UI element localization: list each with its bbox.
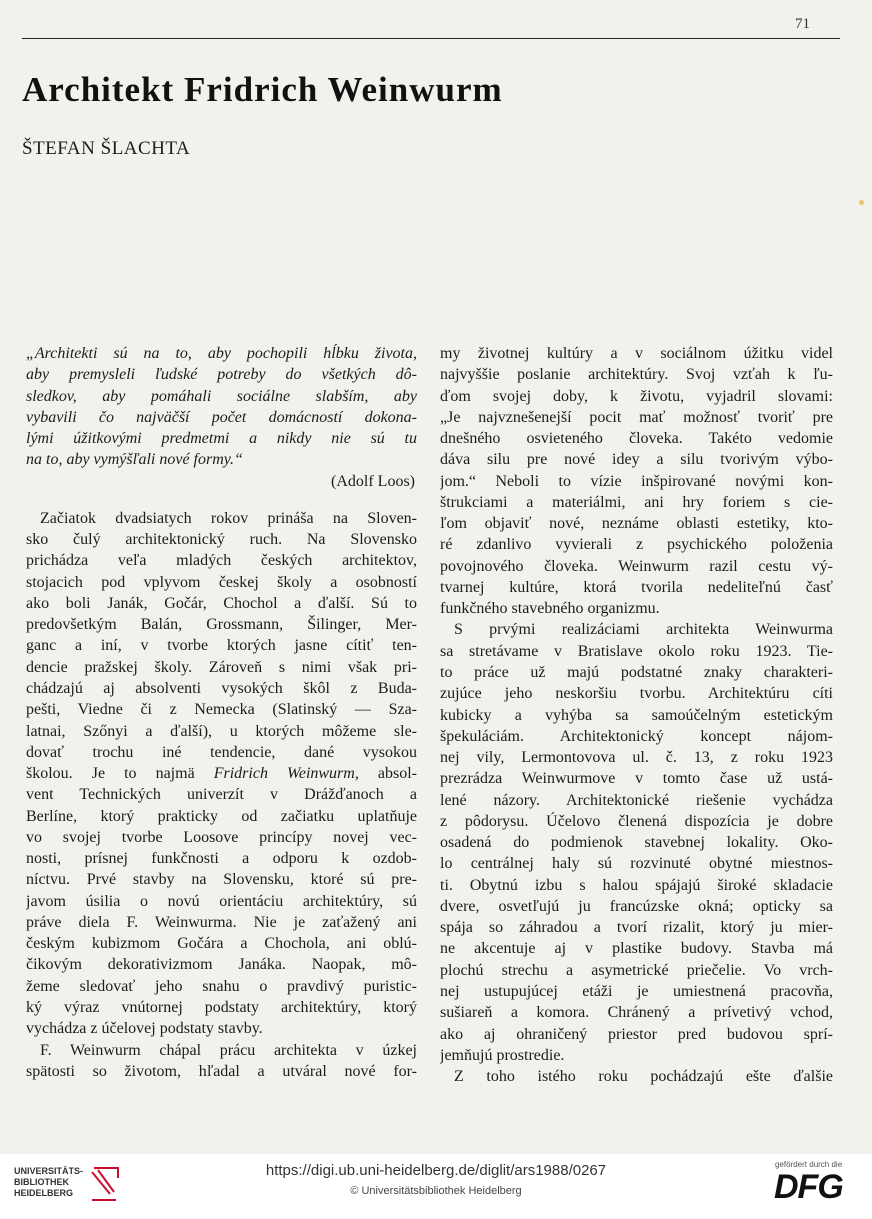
quote-line: sledkov, aby pomáhali sociálne slabším, aby [26, 387, 417, 405]
text-line: ďom svojej doby, k životu, vyjadril slovami: [440, 387, 833, 405]
text-line: ganc a iní, v tvorbe ktorých jasne cítiť ten- [26, 637, 417, 655]
quote-line: „Architekti sú na to, aby pochopili hĺbku života, [26, 345, 417, 362]
text-line [26, 763, 417, 784]
text-line: nej vily, Lermontovova ul. č. 13, z roku 1923 [440, 749, 833, 767]
text-line: práve diela F. Weinwurma. Nie je zaťažený ani [26, 913, 417, 931]
left-column [26, 343, 417, 1082]
text-line: ako boli Janák, Gočár, Chochol a ďalší. Sú to [26, 594, 417, 612]
text-line: vo svojej tvorbe Loosove princípy novej vec- [26, 828, 417, 846]
text-line: ľom objaviť nové, neznáme oblasti estetiky, kto- [440, 515, 833, 533]
library-name-line: UNIVERSITÄTS- [14, 1166, 84, 1176]
text-line: žeme sledovať jeho snahu o pravdivý puristic- [26, 977, 417, 995]
page-number: 71 [795, 16, 810, 32]
text-line: my životnej kultúry a v sociálnom úžitku videl [440, 345, 833, 362]
paragraph [440, 1066, 833, 1087]
quote-line: aby premysleli ľudské potreby do všetkých dô- [26, 366, 417, 384]
margin-dot [859, 200, 864, 205]
permalink-url[interactable]: https://digi.ub.uni-heidelberg.de/diglit/ars1988/0267 [265, 1162, 607, 1179]
paragraph [26, 508, 417, 1040]
copyright-notice: © Universitätsbibliothek Heidelberg [350, 1185, 522, 1197]
text-line: z pôdorysu. Účelovo členená dispozícia je dobre [440, 812, 833, 830]
text-line: plochú strechu a asymetrické priečelie. Vo vrch- [440, 961, 833, 979]
quote-line: lými úžitkovými predmetmi a nikdy nie sú tu [26, 430, 417, 448]
text-run: absol- [358, 765, 417, 783]
quote-line: vybavili čo najväčší počet domácností dokona- [26, 408, 417, 426]
footer-bar [0, 1154, 872, 1219]
text-line: kubicky a vyhýba sa samoúčelným estetickým [440, 706, 833, 724]
text-line: povojnového človeka. Weinwurm razil cestu vý- [440, 557, 833, 575]
dfg-logo[interactable]: DFG [774, 1168, 843, 1206]
text-line: prezrádza Weinwurmove v tomto čase už ustá- [440, 770, 833, 788]
text-line: ne akcentuje aj v plastike budovy. Stavba má [440, 940, 833, 958]
text-line: dencie pražskej školy. Zároveň s nimi však pri- [26, 658, 417, 676]
text-line: dvere, osvetľujú ju francúzske okná; opticky sa [440, 897, 833, 915]
text-line: ký výraz vnútornej podstaty architektúry, ktorý [26, 998, 417, 1016]
text-line: sa stretávame v Bratislave okolo roku 1923. Tie- [440, 642, 833, 660]
text-line: Berlíne, ktorý prakticky od začiatku uplatňuje [26, 807, 417, 825]
text-line: funkčného stavebného organizmu. [440, 600, 660, 618]
text-line: spája so záhradou a tvorí rizalit, ktorý ju mier- [440, 919, 833, 937]
article-title: Architekt Fridrich Weinwurm [22, 70, 503, 109]
text-line: čikovým dekorativizmom Janáka. Naopak, mô- [26, 956, 417, 974]
text-line: vent Technických univerzít v Drážďanoch a [26, 786, 417, 804]
text-line: tvarnej kultúre, ktorá tvorila nedeliteľnú časť [440, 578, 833, 596]
text-line: Začiatok dvadsiatych rokov prináša na Sloven- [40, 509, 417, 527]
text-line: dáva silu pre nové idey a silu tvorivým výbo- [440, 451, 833, 469]
epigraph-quote [26, 343, 417, 492]
text-line: F. Weinwurm chápal prácu architekta v úzkej [40, 1041, 417, 1059]
text-line: najvyššie poslanie architektúry. Svoj vzťah k ľu- [440, 366, 833, 384]
text-line: zujúce jeho neskoršiu tvorbu. Architektúru cíti [440, 685, 833, 703]
text-line: sušiareň a komora. Chránený a prívetivý vchod, [440, 1004, 833, 1022]
emphasized-name: Fridrich Weinwurm, [213, 765, 359, 783]
paragraph [26, 1040, 417, 1083]
text-line: javom úsilia o novú orientáciu architektúry, sú [26, 892, 417, 910]
library-name-line: BIBLIOTHEK [14, 1177, 69, 1187]
text-line: lo centrálnej haly sú rozvinuté obytné miestnos- [440, 855, 833, 873]
text-line: štrukciami a materiálmi, ani hry foriem s cie- [440, 493, 833, 511]
text-line: níctvu. Prvé stavby na Slovensku, ktoré sú pre- [26, 871, 417, 889]
text-run: školou. Je to najmä [26, 765, 214, 783]
text-line: to práce už majú podstatné znaky charakteri- [440, 663, 833, 681]
text-line: dovať trochu iné tendencie, dané vysokou [26, 743, 417, 761]
text-line: ako aj ohraničený priestor pred budovou sprí- [440, 1025, 833, 1043]
text-line: vychádza z účelovej podstaty stavby. [26, 1020, 263, 1038]
text-line: latnai, Szőnyi a ďalší), u ktorých môžeme sle- [26, 722, 417, 740]
text-line: stojacich pod vplyvom českej školy a osobností [26, 573, 417, 591]
text-line: prichádza veľa mladých českých architektov, [26, 552, 417, 570]
text-line: „Je najvznešenejší pocit mať možnosť tvoriť pre [440, 408, 833, 426]
text-line: nosti, prísnej funkčnosti a odporu k ozdob- [26, 850, 417, 868]
top-rule [22, 38, 840, 39]
right-column [440, 343, 833, 1087]
text-line: lené názory. Architektonické riešenie vychádza [440, 791, 833, 809]
text-line: ti. Obytnú izbu s halou spájajú široké skladacie [440, 876, 833, 894]
text-line: špekuláciám. Architektonický koncept nájom- [440, 727, 833, 745]
author: ŠTEFAN ŠLACHTA [22, 138, 191, 159]
text-line: S prvými realizáciami architekta Weinwurma [454, 621, 833, 639]
text-line: pešti, Viedne či z Nemecka (Slatinský — Sza- [26, 701, 417, 719]
library-name-line: HEIDELBERG [14, 1188, 74, 1198]
text-line: jemňujú prostredie. [440, 1046, 565, 1064]
paragraph [440, 619, 833, 1066]
text-line: predovšetkým Balán, Grossmann, Šilinger, Mer- [26, 616, 417, 634]
text-line: sko čulý architektonický ruch. Na Slovensko [26, 531, 417, 549]
funder-label: gefördert durch die [775, 1160, 843, 1169]
text-line: chádzajú aj absolventi vysokých škôl z Buda- [26, 679, 417, 697]
text-line: osadená do podmienok stavebnej lokality. Oko- [440, 834, 833, 852]
quote-attribution: (Adolf Loos) [331, 472, 415, 490]
text-line: Z toho istého roku pochádzajú ešte ďalšie [454, 1068, 833, 1086]
text-line: jom.“ Neboli to vízie inšpirované novými kon- [440, 472, 833, 490]
quote-line: na to, aby vymýšľali nové formy.“ [26, 451, 243, 469]
text-line: ré zdanlivo vyvierali z psychického položenia [440, 536, 833, 554]
text-line: nej ustupujúcej etáži je umiestnená pracovňa, [440, 982, 833, 1000]
text-line: českým kubizmom Gočára a Chochola, ani oblú- [26, 935, 417, 953]
paragraph [440, 343, 833, 619]
text-line: spätosti so životom, hľadal a utváral nové for- [26, 1062, 417, 1080]
text-line: dnešného osvieteného človeka. Takéto vedomie [440, 430, 833, 448]
